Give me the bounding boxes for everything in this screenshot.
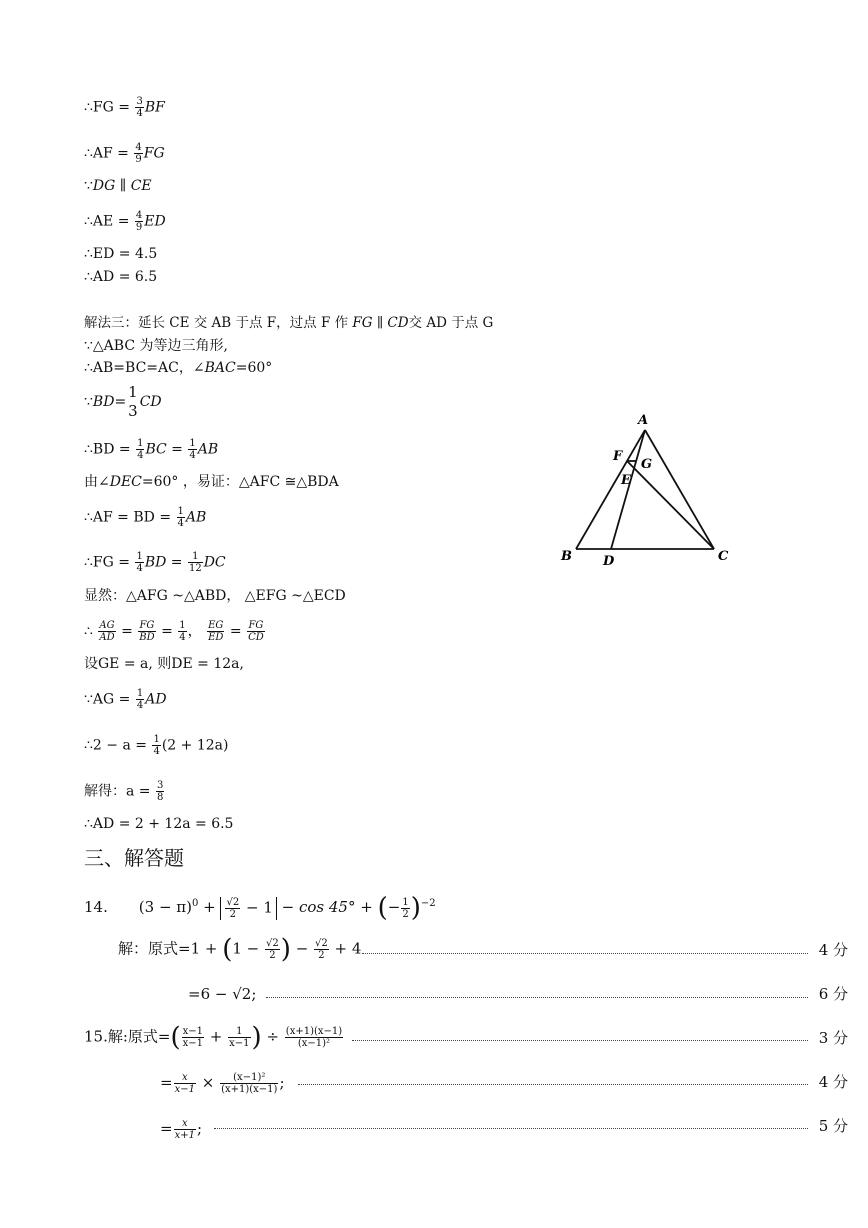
line-equilateral: ∵△ABC 为等边三角形, xyxy=(84,338,228,354)
segment-ad xyxy=(611,430,645,549)
score-q14-step2: 6 分 xyxy=(818,985,848,1003)
score-q15-step1: 3 分 xyxy=(818,1029,848,1047)
line-dg-parallel-ce: ∵DG ∥ CE xyxy=(84,178,152,194)
side-ab xyxy=(576,430,645,549)
label-g: G xyxy=(641,457,653,472)
line-ag-quarter: ∵AG = $\frac{1}{4}$ AD xyxy=(84,688,167,711)
q15-line1: 15.解:原式=( $\frac{x-1}{x-1}$ + $\frac{1}{x-1}$ ) ÷ $\frac{(x+1)(x-1)}{\text{(x−1)²}}$ xyxy=(84,1022,343,1053)
line-solve-a: 解得：a = $\frac{3}{8}$ xyxy=(84,780,164,803)
label-c: C xyxy=(718,549,729,564)
q15-line3: = $\frac{x}{x+1}$ ; xyxy=(160,1118,203,1141)
label-d: D xyxy=(603,554,615,569)
line-bd-third-cd: ∵BD= 1 3 CD xyxy=(84,383,162,420)
triangle-figure xyxy=(550,405,750,575)
dot-leader xyxy=(214,1128,808,1129)
line-similarity: 显然：△AFG ~△ABD， △EFG ~△ECD xyxy=(84,588,346,604)
dot-leader xyxy=(298,1084,808,1085)
label-b: B xyxy=(561,549,572,564)
line-let-ge: 设GE = a, 则DE = 12a, xyxy=(84,656,244,672)
dot-leader xyxy=(362,953,808,954)
method3-intro: 解法三：延长 CE 交 AB 于点 F，过点 F 作 FG ∥ CD交 AD 于点 G xyxy=(84,315,494,331)
q14-solution-line1: 解：原式=1 + (1 − $\frac{√2}{2}$ ) − $\frac{√2}{2}$ + 4 xyxy=(118,934,362,965)
line-congruence: 由∠DEC=60° ，易证：△AFC ≅△BDA xyxy=(84,474,339,490)
label-f: F xyxy=(613,449,623,464)
section-title: 三、解答题 xyxy=(84,846,184,870)
line-ad-result: ∴AD = 2 + 12a = 6.5 xyxy=(84,816,234,832)
line-ratios: ∴ $\frac{AG}{AD}$ = $\frac{FG}{BD}$ = $\frac{1}{4}$ ， $\frac{EG}{ED}$ = $\frac{FG}{CD}$ xyxy=(84,620,264,643)
line-ed: ∴ED = 4.5 xyxy=(84,246,158,262)
line-equation: ∴2 − a = $\frac{1}{4}$ (2 + 12a) xyxy=(84,734,229,757)
line-fg-dc: ∴FG = $\frac{1}{4}$ BD = $\frac{1}{12}$ DC xyxy=(84,551,226,574)
score-q14-step1: 4 分 xyxy=(818,941,848,959)
line-bd-quarter: ∴BD = $\frac{1}{4}$ BC = $\frac{1}{4}$ AB xyxy=(84,438,219,461)
score-q15-step3: 5 分 xyxy=(818,1117,848,1135)
line-ab-bc-ac: ∴AB=BC=AC，∠BAC=60° xyxy=(84,360,273,376)
q15-line2: = $\frac{x}{x-1}$ × $\frac{\text{(x−1)²}}{(x+1)(x-1)}$ ; xyxy=(160,1072,285,1095)
line-ae-ed: ∴AE = $\frac{4}{9}$ ED xyxy=(84,210,166,233)
line-af-fg: ∴AF = $\frac{4}{9}$ FG xyxy=(84,142,165,165)
line-ad: ∴AD = 6.5 xyxy=(84,269,158,285)
dot-leader xyxy=(352,1040,808,1041)
score-q15-step2: 4 分 xyxy=(818,1073,848,1091)
line-af-bd: ∴AF = BD = $\frac{1}{4}$ AB xyxy=(84,506,207,529)
line-fg-bf: ∴FG = $\frac{3}{4}$ BF xyxy=(84,96,165,119)
label-e: E xyxy=(621,473,631,488)
q14-solution-line2: =6 − √2; xyxy=(188,985,257,1003)
dot-leader xyxy=(266,997,808,998)
q14-problem: 14. $(3 - \pi)^0$ + $\frac{√2}{2}$ − 1 − cos 45° + (− $\frac{1}{2}$ )$^{-2}$ xyxy=(84,893,436,923)
label-a: A xyxy=(638,413,649,428)
